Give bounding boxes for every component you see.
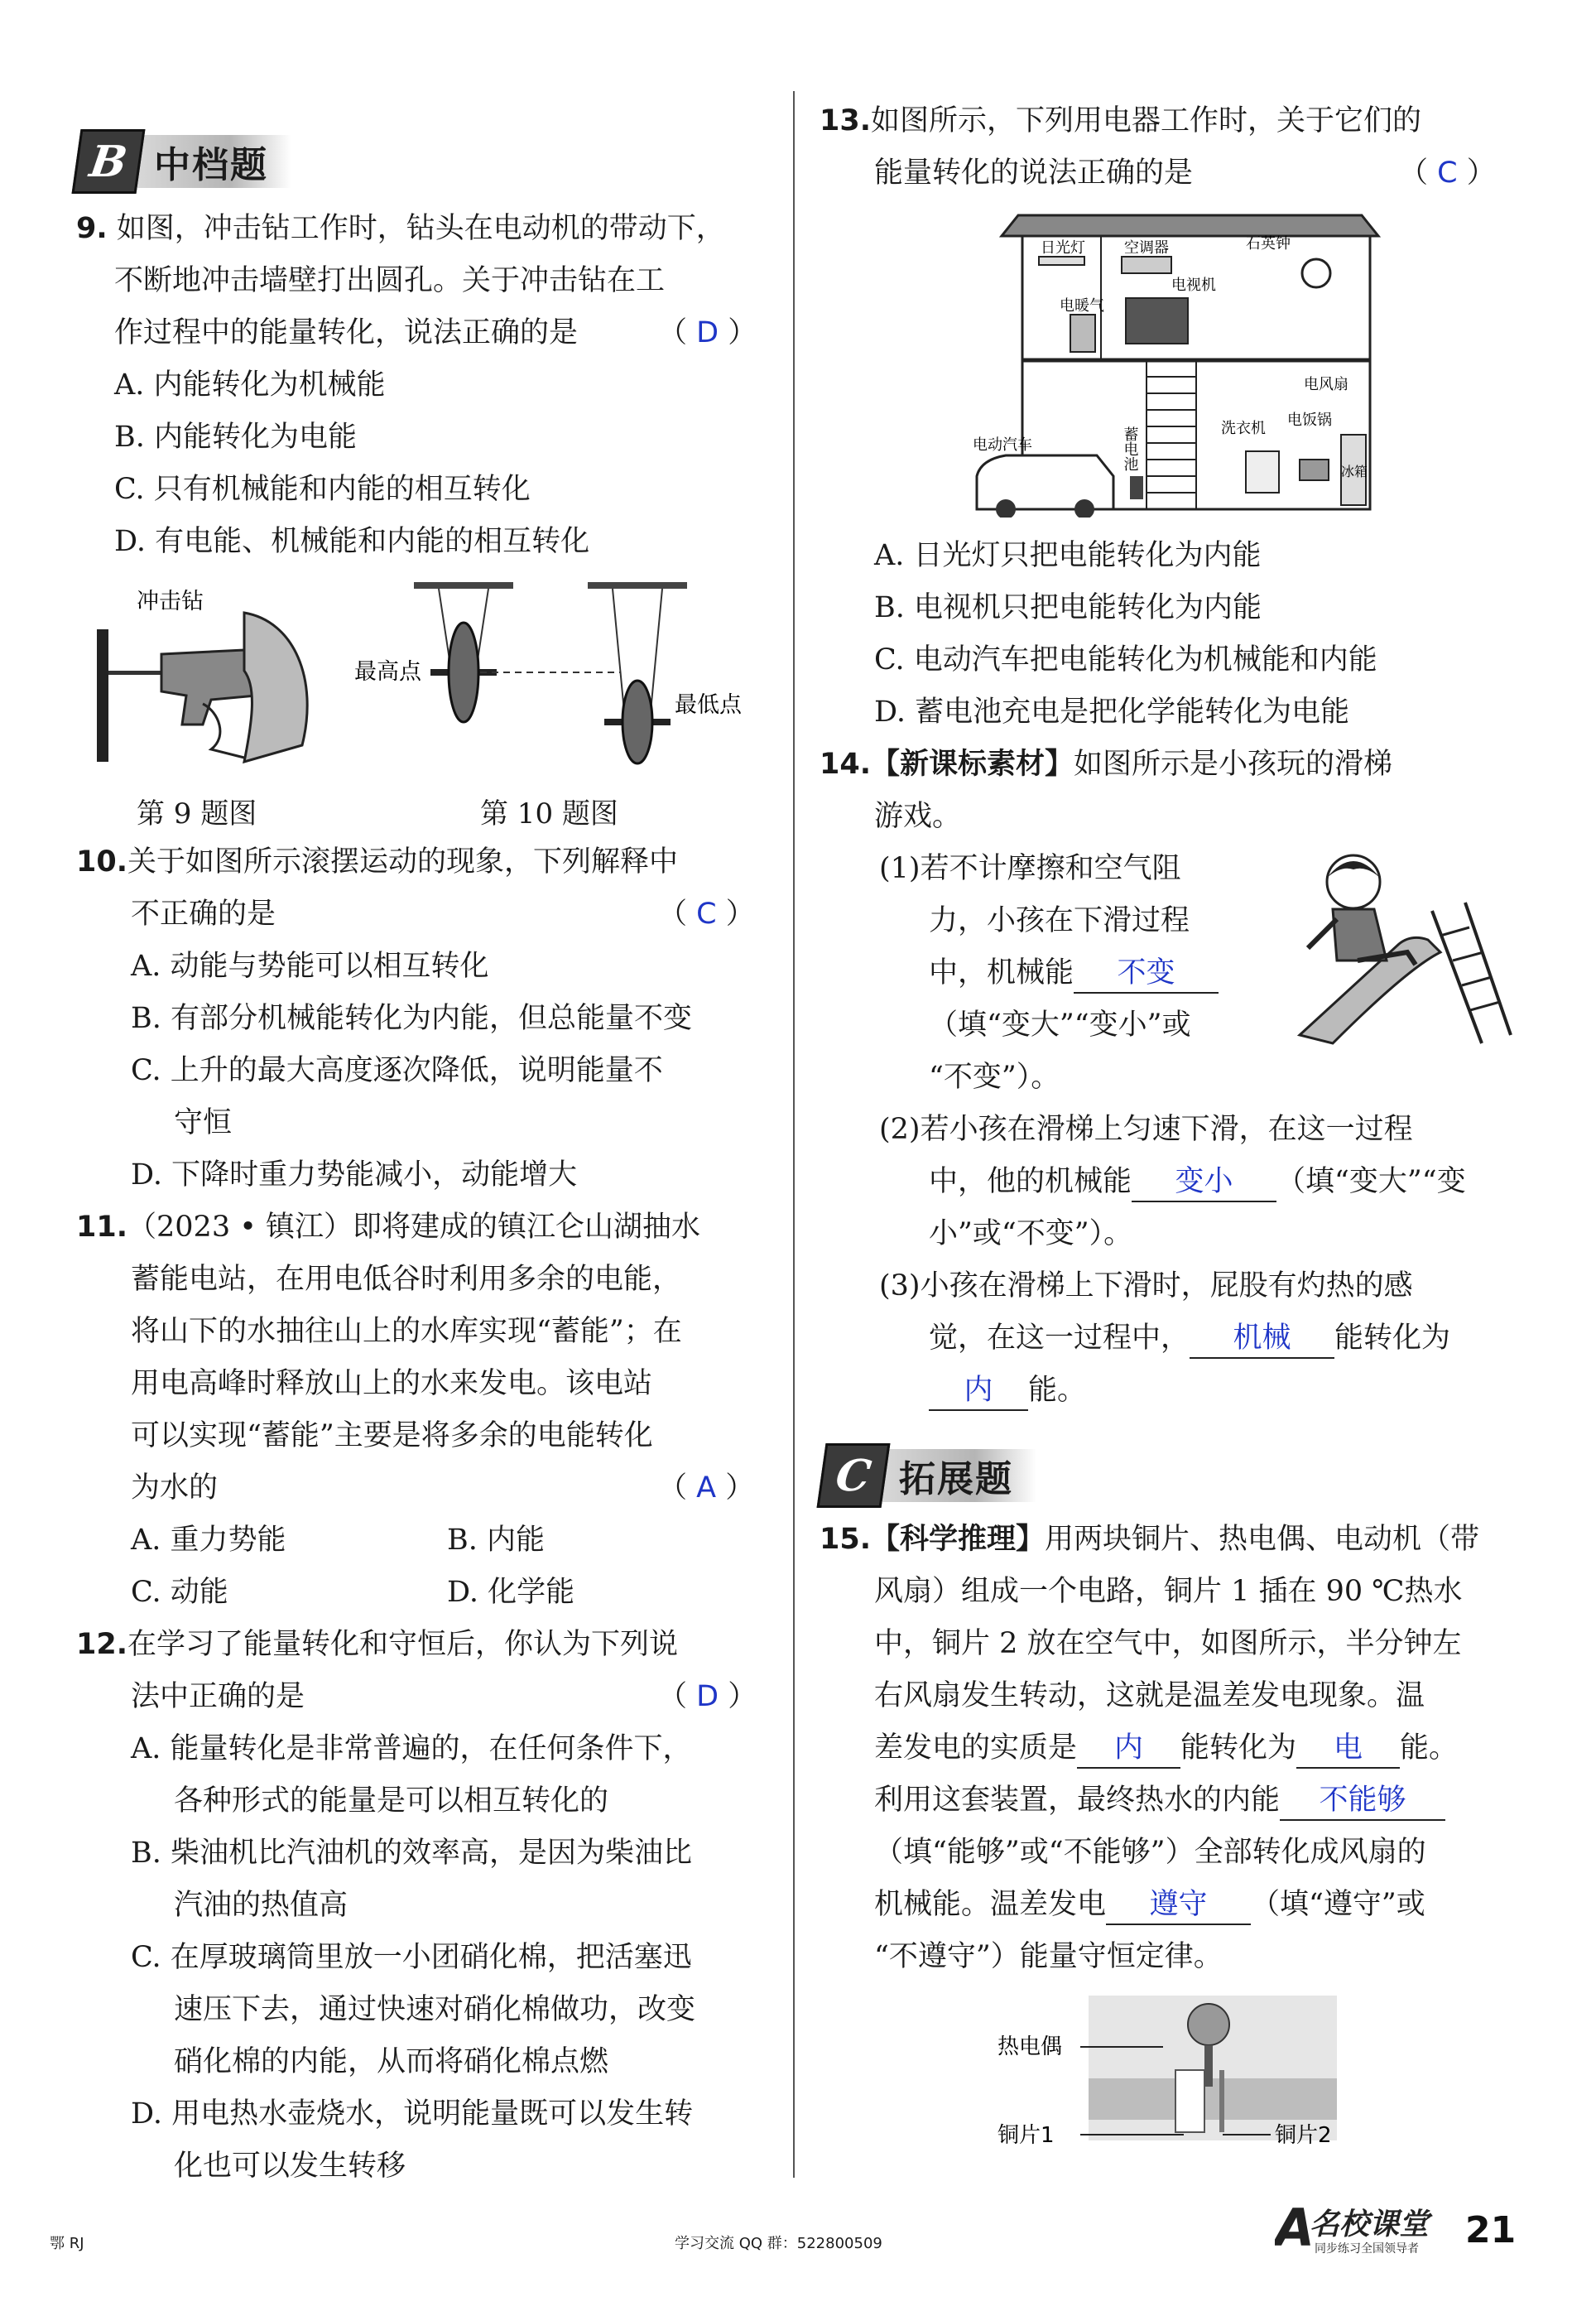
label-copper-1: 铜片1 — [997, 2123, 1055, 2148]
fig9-label: 冲击钻 — [137, 589, 204, 614]
q11-line-5: 可以实现“蓄能”主要是将多余的电能转化 — [131, 1419, 653, 1452]
support-bar-1 — [414, 582, 513, 589]
label-copper-2: 铜片2 — [1275, 2123, 1332, 2148]
label-ac: 空调器 — [1124, 239, 1169, 257]
q9-number: 9. — [76, 212, 108, 245]
fan-blades — [1188, 2004, 1229, 2045]
rice-cooker — [1300, 460, 1329, 480]
air-conditioner — [1122, 257, 1171, 273]
q15-line-7: （填“能够”或“不能够”）全部转化成风扇的 — [874, 1836, 1426, 1869]
q15-line-5: 差发电的实质是 内 能转化为 电 能。 — [874, 1722, 1458, 1774]
q13-option-d: D. 蓄电池充电是把化学能转化为电能 — [874, 696, 1350, 729]
fluorescent-lamp — [1039, 257, 1084, 265]
fig15-thermoelectric-setup — [997, 1987, 1387, 2161]
section-b-header — [76, 128, 291, 195]
section-b-label: 中档题 — [137, 135, 291, 188]
q10-option-a: A. 动能与势能可以相互转化 — [131, 950, 489, 983]
q12-option-b: B. 柴油机比汽油机的效率高，是因为柴油比 — [131, 1837, 692, 1870]
q14-blank-4: 内 — [929, 1371, 1028, 1411]
storage-battery — [1130, 476, 1143, 499]
q12-option-b-cont: 汽油的热值高 — [174, 1889, 349, 1922]
q15-blank-4: 遵守 — [1106, 1885, 1251, 1925]
section-c-header — [821, 1442, 1036, 1509]
wheel-high — [449, 623, 478, 722]
footer-edition: 鄂 RJ — [50, 2235, 84, 2252]
q12-line-2: 法中正确的是 — [131, 1680, 305, 1713]
q9-line-2: 不断地冲击墙壁打出圆孔。关于冲击钻在工 — [114, 264, 666, 297]
fig14-slide-child — [1275, 836, 1523, 1052]
q12-option-a-cont: 各种形式的能量是可以相互转化的 — [174, 1784, 609, 1818]
copper-plate-2 — [1219, 2070, 1224, 2132]
label-fridge: 冰箱 — [1341, 464, 1368, 479]
column-divider — [793, 91, 795, 2178]
electric-car — [977, 455, 1113, 509]
label-cooker: 电饭锅 — [1287, 412, 1332, 429]
arm — [244, 613, 307, 762]
q12-answer: （ D ） — [658, 1680, 757, 1713]
q13-line-1: 13.如图所示，下列用电器工作时，关于它们的 — [820, 104, 1422, 137]
q12-number: 12. — [76, 1628, 128, 1661]
q9-line-1: 9. 如图，冲击钻工作时，钻头在电动机的带动下， — [76, 212, 725, 245]
tv-set — [1126, 298, 1188, 344]
q10-answer: （ C ） — [658, 898, 755, 931]
label-washer: 洗衣机 — [1221, 420, 1266, 437]
section-b-letter: B — [72, 129, 146, 194]
fig10-maxwell-wheel — [348, 575, 778, 766]
fig10-caption: 第 10 题图 — [480, 797, 618, 831]
q15-line-3: 中，铜片 2 放在空气中，如图所示，半分钟左 — [874, 1627, 1462, 1660]
q13-option-b: B. 电视机只把电能转化为内能 — [874, 591, 1262, 624]
q11-line-6: 为水的 — [131, 1471, 219, 1505]
q9-option-d: D. 有电能、机械能和内能的相互转化 — [114, 525, 590, 558]
q13-line-2: 能量转化的说法正确的是 — [874, 156, 1194, 190]
hand — [203, 704, 244, 758]
q9-option-c: C. 只有机械能和内能的相互转化 — [114, 473, 531, 506]
fig9-drill-illustration — [79, 580, 327, 770]
q14-tag: 【新课标素材】 — [871, 748, 1074, 781]
q14-p1-line-4: （填“变大”“变小”或 — [929, 1009, 1191, 1042]
q10-option-c: C. 上升的最大高度逐次降低，说明能量不 — [131, 1054, 663, 1087]
q10-line-1: 10.关于如图所示滚摆运动的现象，下列解释中 — [76, 845, 679, 879]
q11-line-3: 将山下的水抽往山上的水库实现“蓄能”；在 — [131, 1315, 682, 1348]
q15-line-1: 15.【科学推理】用两块铜片、热电偶、电动机（带 — [820, 1523, 1480, 1556]
q11-number: 11. — [76, 1211, 128, 1244]
q10-number: 10. — [76, 845, 128, 879]
q14-p2-line-3: 小”或“不变”）。 — [929, 1217, 1133, 1250]
q13-answer: （ C ） — [1399, 156, 1496, 190]
q15-blank-2: 电 — [1296, 1729, 1400, 1769]
q11-answer: （ A ） — [658, 1471, 755, 1505]
wall — [97, 629, 108, 762]
q15-line-6: 利用这套装置，最终热水的内能 不能够 — [874, 1774, 1445, 1827]
q14-p1-line-1: (1)若不计摩擦和空气阻 — [879, 852, 1181, 885]
q14-p3-line-1: (3)小孩在滑梯上下滑时，屁股有灼热的感 — [879, 1269, 1413, 1302]
roof — [1002, 215, 1378, 236]
q11-line-2: 蓄能电站，在用电低谷时利用多余的电能， — [131, 1263, 682, 1296]
hot-water-cup — [1175, 2070, 1204, 2132]
q10-option-d: D. 下降时重力势能减小，动能增大 — [131, 1158, 578, 1192]
q14-number: 14. — [820, 748, 872, 781]
q12-option-a: A. 能量转化是非常普遍的，在任何条件下， — [131, 1732, 692, 1765]
label-heater: 电暖气 — [1060, 297, 1104, 315]
q14-p3-line-3: 内 能。 — [929, 1365, 1086, 1417]
section-c-label: 拓展题 — [882, 1449, 1036, 1502]
q15-blank-3: 不能够 — [1280, 1781, 1445, 1821]
fig10-label-high: 最高点 — [354, 659, 421, 685]
q13-option-a: A. 日光灯只把电能转化为内能 — [874, 539, 1262, 572]
drill-bit — [108, 671, 166, 675]
q14-p1-line-5: “不变”）。 — [929, 1061, 1060, 1094]
q14-blank-3: 机械 — [1190, 1319, 1334, 1359]
label-fluorescent: 日光灯 — [1041, 239, 1085, 257]
q15-line-2: 风扇）组成一个电路，铜片 1 插在 90 ℃热水 — [874, 1575, 1463, 1608]
label-tv: 电视机 — [1171, 277, 1216, 294]
q11-line-4: 用电高峰时释放山上的水来发电。该电站 — [131, 1367, 653, 1400]
q12-option-d: D. 用电热水壶烧水，说明能量既可以发生转 — [131, 2097, 694, 2131]
section-c-letter: C — [817, 1443, 891, 1508]
fig13-house-appliances — [973, 211, 1420, 518]
label-fan: 电风扇 — [1304, 376, 1348, 393]
fig9-caption: 第 9 题图 — [137, 797, 257, 831]
label-car: 电动汽车 — [973, 436, 1032, 454]
page-number: 21 — [1465, 2209, 1517, 2251]
q10-option-c-cont: 守恒 — [174, 1106, 233, 1139]
q9-option-a: A. 内能转化为机械能 — [114, 368, 386, 402]
q13-option-c: C. 电动汽车把电能转化为机械能和内能 — [874, 643, 1377, 677]
q11-line-1: 11.（2023 • 镇江）即将建成的镇江仑山湖抽水 — [76, 1211, 700, 1244]
q9-answer: （ D ） — [658, 316, 757, 349]
q14-p2-line-1: (2)若小孩在滑梯上匀速下滑，在这一过程 — [879, 1113, 1413, 1146]
motor-stand — [1204, 2045, 1213, 2087]
label-thermocouple: 热电偶 — [997, 2034, 1063, 2059]
q15-line-4: 右风扇发生转动，这就是温差发电现象。温 — [874, 1679, 1425, 1712]
q15-number: 15. — [820, 1523, 872, 1556]
q13-number: 13. — [820, 104, 872, 137]
q12-option-c-cont-2: 硝化棉的内能，从而将硝化棉点燃 — [174, 2045, 609, 2078]
footer-brand: 名校课堂 — [1310, 2208, 1430, 2241]
q12-option-c-cont-1: 速压下去，通过快速对硝化棉做功，改变 — [174, 1993, 696, 2026]
q10-option-b: B. 有部分机械能转化为内能，但总能量不变 — [131, 1002, 692, 1035]
q15-line-8: 机械能。温差发电 遵守 （填“遵守”或 — [874, 1879, 1425, 1931]
q11-option-a: A. 重力势能 — [131, 1524, 286, 1557]
q14-p3-line-2: 觉，在这一过程中， 机械 能转化为 — [929, 1312, 1450, 1365]
label-clock: 石英钟 — [1246, 235, 1291, 253]
q12-line-1: 12.在学习了能量转化和守恒后，你认为下列说 — [76, 1628, 679, 1661]
q15-tag: 【科学推理】 — [871, 1523, 1046, 1556]
footer-slogan: 同步练习全国领导者 — [1315, 2242, 1419, 2256]
q10-line-2: 不正确的是 — [131, 898, 276, 931]
heater — [1070, 315, 1095, 352]
q14-line-1: 14.【新课标素材】如图所示是小孩玩的滑梯 — [820, 748, 1393, 781]
footer-brand-logo — [1275, 2194, 1573, 2261]
child-body — [1333, 909, 1387, 961]
q11-option-d: D. 化学能 — [447, 1576, 575, 1609]
footer-qq-group: 学习交流 QQ 群：522800509 — [675, 2235, 882, 2252]
support-bar-2 — [588, 582, 687, 589]
q14-blank-1: 不变 — [1074, 954, 1219, 994]
wheel-low — [623, 681, 652, 763]
label-battery: 蓄电池 — [1121, 426, 1139, 471]
q14-p1-line-3: 中，机械能 不变 — [929, 947, 1219, 999]
q15-blank-1: 内 — [1077, 1729, 1180, 1769]
q12-option-d-cont: 化也可以发生转移 — [174, 2150, 406, 2183]
q9-option-b: B. 内能转化为电能 — [114, 421, 357, 454]
q12-option-c: C. 在厚玻璃筒里放一小团硝化棉，把活塞迅 — [131, 1941, 692, 1974]
q11-option-b: B. 内能 — [447, 1524, 545, 1557]
clock — [1302, 259, 1330, 287]
q14-p2-line-2: 中，他的机械能 变小 （填“变大”“变 — [929, 1156, 1466, 1208]
svg-text:A: A — [1275, 2198, 1315, 2258]
q9-line-3: 作过程中的能量转化，说法正确的是 — [114, 316, 579, 349]
q11-option-c: C. 动能 — [131, 1576, 228, 1609]
q14-p1-line-2: 力，小孩在下滑过程 — [929, 904, 1190, 937]
fig10-label-low: 最低点 — [675, 692, 742, 718]
q15-line-9: “不遵守”）能量守恒定律。 — [874, 1940, 1223, 1973]
q14-line-2: 游戏。 — [874, 800, 962, 833]
washing-machine — [1246, 451, 1279, 493]
child-arm — [1308, 919, 1337, 948]
q14-blank-2: 变小 — [1132, 1163, 1276, 1202]
